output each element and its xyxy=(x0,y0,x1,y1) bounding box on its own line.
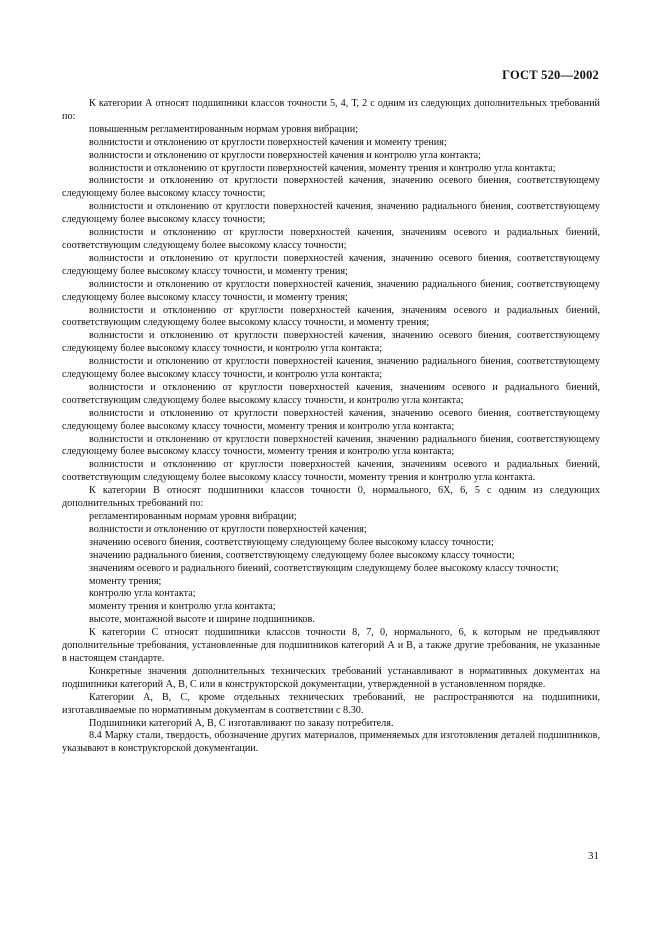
paragraph: Категории А, В, С, кроме отдельных технических требований, не распространяются на подшипники, изготавливаемые по нормативным документам в соответствии с 8.30. xyxy=(62,691,600,716)
paragraph: значению осевого биения, соответствующему следующему более высокому классу точности; xyxy=(89,536,494,548)
paragraph: регламентированным нормам уровня вибрации; xyxy=(89,511,297,522)
paragraph: К категории В относят подшипники классов точности 0, нормального, 6Х, 6, 5 с одним из следующих дополнительных требований по: xyxy=(62,485,600,510)
paragraph: моменту трения; xyxy=(89,575,162,587)
paragraph: значениям осевого и радиального биений, соответствующим следующему более высокому классу точности; xyxy=(89,562,559,574)
paragraph: волнистости и отклонению от круглости поверхностей качения, значению радиального биения, соответствующему следующему более высокому классу точности, и контролю угла контакта; xyxy=(62,356,600,381)
paragraph: волнистости и отклонению от круглости поверхностей качения, значению осевого биения, соответствующему следующему более высокому классу точности, и контролю угла контакта; xyxy=(62,330,600,355)
paragraph: К категории С относят подшипники классов точности 8, 7, 0, нормального, 6, к которым не предъявляют дополнительные требования, установленные для подшипников категорий А и В, а также другие требования, не указанные в настоящем стандарте. xyxy=(62,627,600,664)
paragraph: волнистости и отклонению от круглости поверхностей качения; xyxy=(89,523,367,535)
paragraph: волнистости и отклонению от круглости поверхностей качения, значению осевого биения, соответствующему следующему более высокому классу точности; xyxy=(62,175,600,200)
paragraph: повышенным регламентированным нормам уровня вибрации; xyxy=(89,123,359,135)
paragraph: волнистости и отклонению от круглости поверхностей качения, моменту трения и контролю угла контакта; xyxy=(89,162,556,174)
page-number: 31 xyxy=(588,850,599,862)
paragraph: волнистости и отклонению от круглости поверхностей качения, значению радиального биения, соответствующему следующему более высокому классу точности, моменту трения и контролю угла контакта; xyxy=(62,433,600,458)
paragraph: волнистости и отклонению от круглости поверхностей качения, значению радиального биения, соответствующему следующему более высокому классу точности; xyxy=(62,201,600,226)
document-body xyxy=(62,98,600,756)
paragraph: значению радиального биения, соответствующему следующему более высокому классу точности; xyxy=(89,549,515,561)
paragraph: 8.4 Марку стали, твердость, обозначение других материалов, применяемых для изготовления деталей подшипников, указывают в конструкторской документации. xyxy=(62,730,600,755)
paragraph: Конкретные значения дополнительных технических требований устанавливают в нормативных документах на подшипники категорий А, В, С или в конструкторской документации, утвержденной в установленном порядке. xyxy=(62,665,600,690)
paragraph: контролю угла контакта; xyxy=(89,588,196,600)
document-header: ГОСТ 520—2002 xyxy=(502,68,599,82)
paragraph: моменту трения и контролю угла контакта; xyxy=(89,601,276,613)
paragraph: волнистости и отклонению от круглости поверхностей качения, значению осевого биения, соответствующему следующему более высокому классу точности, моменту трения и контролю угла контакта; xyxy=(62,407,600,432)
paragraph: волнистости и отклонению от круглости поверхностей качения, значению радиального биения, соответствующему следующему более высокому классу точности, и моменту трения; xyxy=(62,278,600,303)
paragraph: К категории А относят подшипники классов точности 5, 4, Т, 2 с одним из следующих дополнительных требований по: xyxy=(62,98,600,122)
paragraph: волнистости и отклонению от круглости поверхностей качения, значениям осевого и радиальных биений, соответствующим следующему более высокому классу точности, и моменту трения; xyxy=(62,304,600,329)
paragraph: волнистости и отклонению от круглости поверхностей качения, значениям осевого и радиальных биений, соответствующим следующему более высокому классу точности; xyxy=(62,227,600,251)
paragraph: волнистости и отклонению от круглости поверхностей качения, значениям осевого и радиального биений, соответствующим следующему более высокому классу точности, и контролю угла контакта; xyxy=(62,381,600,406)
paragraph: волнистости и отклонению от круглости поверхностей качения, значениям осевого и радиальных биений, соответствующим следующему более высокому классу точности, моменту трения и контролю угла контакта. xyxy=(62,459,600,484)
paragraph: волнистости и отклонению от круглости поверхностей качения и моменту трения; xyxy=(89,136,447,148)
paragraph: высоте, монтажной высоте и ширине подшипников. xyxy=(89,614,315,626)
paragraph: волнистости и отклонению от круглости поверхностей качения и контролю угла контакта; xyxy=(89,149,482,161)
paragraph: волнистости и отклонению от круглости поверхностей качения, значению осевого биения, соответствующему следующему более высокому классу точности, и моменту трения; xyxy=(62,252,600,277)
paragraph: Подшипники категорий А, В, С изготавливают по заказу потребителя. xyxy=(89,717,394,729)
